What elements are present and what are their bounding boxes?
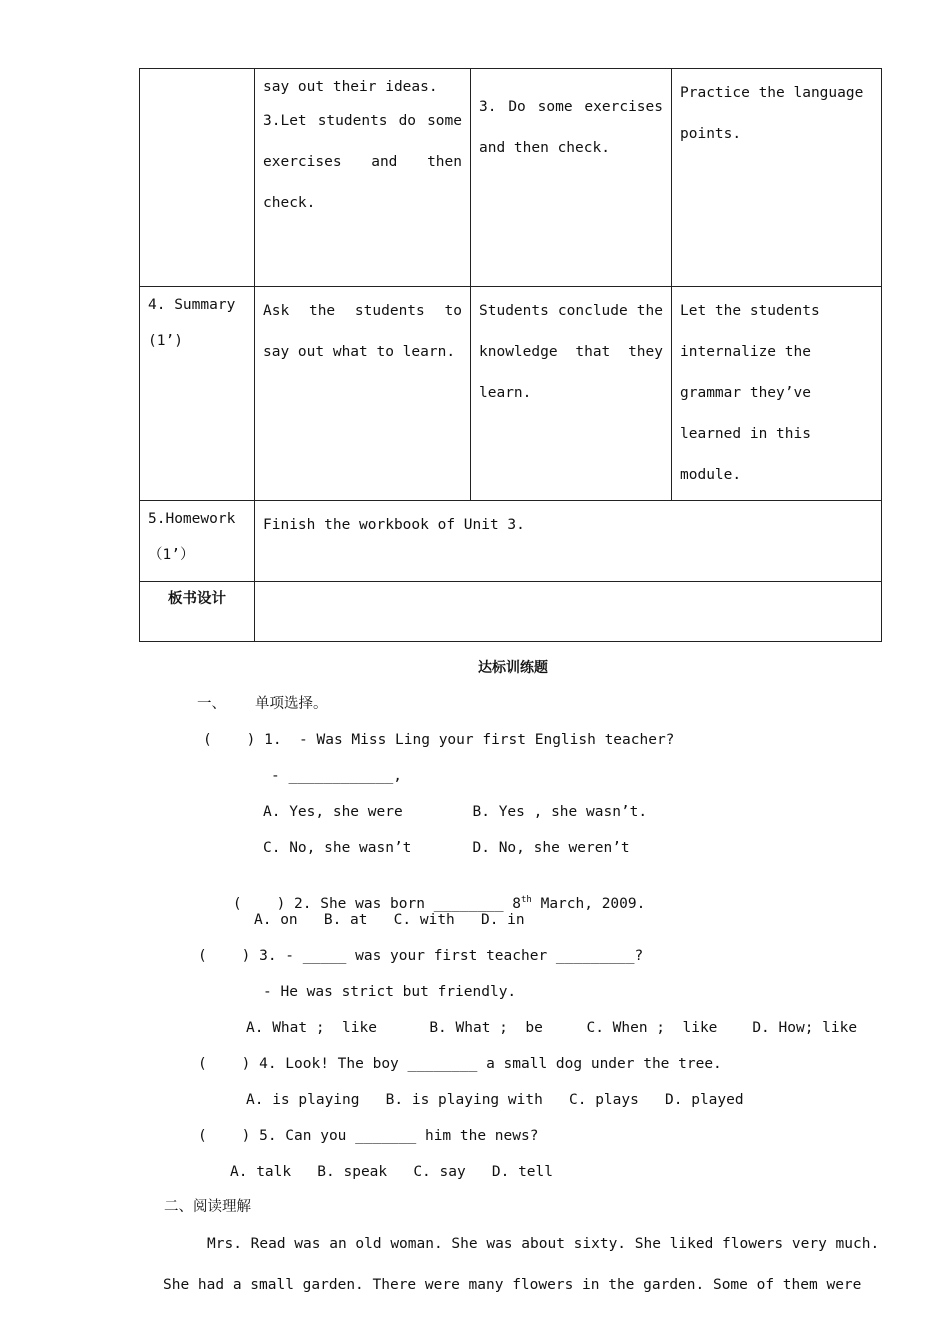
cell-text: Ask the students to say out what to learn. (263, 303, 462, 360)
question-1-reply: - ____________, (271, 768, 402, 784)
step-label: 5.Homework (148, 511, 236, 527)
question-1-options-ab: A. Yes, she were B. Yes , she wasn’t. (263, 804, 648, 820)
table-cell-student-activity (471, 69, 672, 287)
question-2-stem-after: March, 2009. (531, 896, 646, 912)
cell-line: learned in this (680, 426, 811, 442)
table-cell-step (140, 501, 255, 582)
question-2-options: A. on B. at C. with D. in (254, 912, 525, 928)
reading-line-2: She had a small garden. There were many flowers in the garden. Some of them were (163, 1277, 862, 1293)
table-cell-step (140, 69, 255, 287)
question-5-stem: ( ) 5. Can you _______ him the news? (198, 1128, 539, 1144)
section1-number: 一、 (197, 696, 226, 712)
cell-text: Finish the workbook of Unit 3. (263, 517, 525, 533)
table-row (140, 582, 882, 642)
cell-text: Practice the language points. (680, 85, 864, 142)
board-design-label: 板书设计 (168, 591, 226, 607)
question-5-options: A. talk B. speak C. say D. tell (230, 1164, 554, 1180)
section2-title: 二、阅读理解 (164, 1199, 251, 1215)
table-cell-step (140, 287, 255, 501)
cell-text: Students conclude the knowledge that they learn. (479, 303, 663, 401)
ordinal-suffix: th (521, 895, 532, 906)
question-1-stem: ( ) 1. - Was Miss Ling your first English teacher? (203, 732, 675, 748)
cell-line: grammar they’ve (680, 385, 811, 401)
question-4-stem: ( ) 4. Look! The boy ________ a small dog under the tree. (198, 1056, 722, 1072)
section1-title: 单项选择。 (255, 696, 328, 712)
question-4-options: A. is playing B. is playing with C. plays D. played (246, 1092, 744, 1108)
table-cell-board-design (255, 582, 882, 642)
question-3-stem: ( ) 3. - _____ was your first teacher _________? (198, 948, 644, 964)
step-label: 4. Summary (148, 297, 236, 313)
cell-line: Let the students (680, 303, 820, 319)
question-2-stem-before: ( ) 2. She was born ________ 8 (232, 896, 522, 912)
table-cell-board-design-label (140, 582, 255, 642)
table-cell-student-activity (471, 287, 672, 501)
exercise-title: 达标训练题 (478, 660, 548, 676)
table-cell-homework (255, 501, 882, 582)
step-time: (1’) (148, 333, 183, 349)
table-row (140, 287, 882, 501)
table-row (140, 501, 882, 582)
cell-line: module. (680, 467, 742, 483)
cell-text: 3. Do some exercises and then check. (479, 99, 663, 156)
cell-line: internalize the (680, 344, 811, 360)
table-row (140, 69, 882, 287)
cell-text: 3.Let students do some exercises and then check. (263, 113, 462, 211)
table-cell-purpose (672, 69, 882, 287)
table-cell-teacher-activity (255, 69, 471, 287)
question-1-options-cd: C. No, she wasn’t D. No, she weren’t (263, 840, 630, 856)
question-3-reply: - He was strict but friendly. (263, 984, 517, 1000)
table-cell-purpose (672, 287, 882, 501)
lesson-plan-table (139, 68, 882, 642)
cell-text: say out their ideas. (263, 79, 438, 95)
step-time: （1’） (148, 547, 195, 563)
table-cell-teacher-activity (255, 287, 471, 501)
reading-line-1: Mrs. Read was an old woman. She was about sixty. She liked flowers very much. (207, 1236, 880, 1252)
question-3-options: A. What ; like B. What ; be C. When ; like D. How; like (246, 1020, 858, 1036)
